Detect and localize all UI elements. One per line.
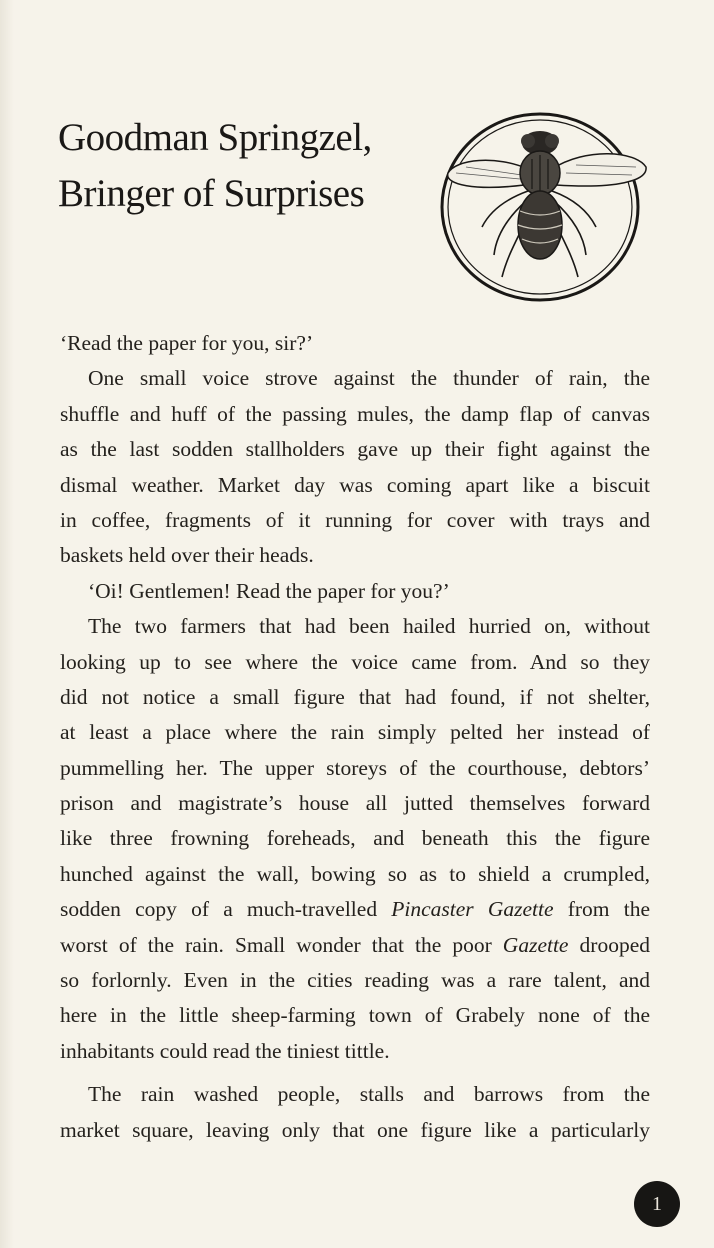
text-line: baskets held over their heads.: [60, 543, 314, 568]
text-line: One small voice strove against the thunder of rain, the: [88, 366, 650, 391]
text-line: worst of the rain. Small wonder that the poor Gazette drooped: [60, 932, 650, 957]
text-line: shuffle and huff of the passing mules, the damp flap of canvas: [60, 401, 650, 426]
text-line: hunched against the wall, bowing so as to shield a crumpled,: [60, 861, 650, 886]
text-line: ‘Oi! Gentlemen! Read the paper for you?’: [88, 578, 450, 603]
text-line: at least a place where the rain simply pelted her instead of: [60, 720, 650, 745]
text-line: looking up to see where the voice came from. And so they: [60, 649, 650, 674]
text-line: as the last sodden stallholders gave up their fight against the: [60, 437, 650, 462]
chapter-title: [58, 110, 398, 222]
text-line: market square, leaving only that one figure like a particularly: [60, 1117, 650, 1142]
text-line: here in the little sheep-farming town of Grabely none of the: [60, 1003, 650, 1028]
text-line: dismal weather. Market day was coming apart like a biscuit: [60, 472, 650, 497]
text-line: ‘Read the paper for you, sir?’: [60, 331, 314, 355]
text-line: inhabitants could read the tiniest tittle.: [60, 1038, 390, 1063]
text-line: like three frowning foreheads, and beneath this the figure: [60, 826, 650, 851]
text-line: prison and magistrate’s house all jutted themselves forward: [60, 791, 650, 816]
text-line: sodden copy of a much-travelled Pincaster Gazette from the: [60, 897, 650, 922]
page-edge: [0, 0, 14, 1248]
text-line: The two farmers that had been hailed hurried on, without: [88, 614, 650, 639]
text-line: pummelling her. The upper storeys of the courthouse, debtors’: [60, 755, 650, 780]
text-line: in coffee, fragments of it running for cover with trays and: [60, 507, 650, 532]
newspaper-title: Gazette: [502, 932, 569, 957]
text-line: did not notice a small figure that had found, if not shelter,: [60, 684, 650, 709]
text-line: The rain washed people, stalls and barrows from the: [88, 1082, 650, 1107]
chapter-title-line-1: Goodman Springzel,: [58, 116, 372, 159]
page-number: 1: [634, 1181, 680, 1227]
body-text: [60, 326, 650, 1148]
text-line: so forlornly. Even in the cities reading was a rare talent, and: [60, 968, 650, 993]
fly-emblem-icon: [436, 107, 650, 307]
newspaper-title: Pincaster Gazette: [391, 897, 554, 922]
chapter-title-line-2: Bringer of Surprises: [58, 172, 365, 215]
